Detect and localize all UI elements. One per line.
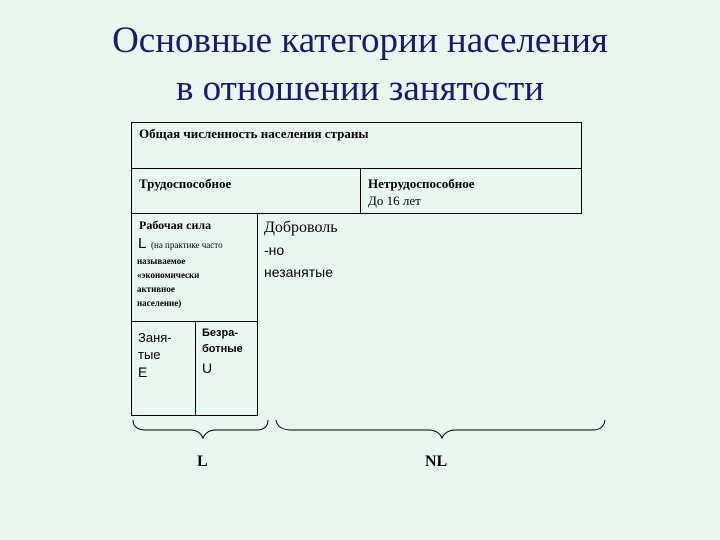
able-bodied-label: Трудоспособное	[139, 176, 232, 191]
brace-left	[133, 420, 268, 438]
total-population-label: Общая численность населения страны	[139, 126, 369, 141]
employed-symbol: E	[138, 364, 148, 380]
brace-right	[276, 420, 605, 438]
unemployed-line2: ботные	[202, 343, 243, 355]
unemployed-symbol: U	[202, 360, 213, 376]
voluntary-unemployed-line1: Доброволь	[264, 219, 338, 236]
employed-line2: тые	[138, 347, 161, 362]
labor-force-symbol: L	[138, 235, 147, 252]
voluntary-unemployed-line3: незанятые	[264, 264, 333, 280]
labor-force-note-1: (на практике часто	[151, 240, 223, 250]
labor-force-note-3: «экономически	[137, 270, 200, 280]
not-able-bodied-note: До 16 лет	[368, 193, 421, 208]
labor-force-note-4: активное	[137, 284, 175, 294]
voluntary-unemployed-line2: -но	[264, 242, 285, 258]
employed-line1: Заня-	[138, 330, 172, 345]
slide-title-line2: в отношении занятости	[175, 68, 545, 109]
brace-label-NL: NL	[425, 453, 448, 470]
labor-force-label: Рабочая сила	[139, 218, 212, 232]
slide-title-line1: Основные категории населения	[112, 20, 608, 61]
unemployed-line1: Безра-	[202, 327, 238, 339]
labor-force-note-5: население)	[137, 298, 182, 308]
labor-force-note-2: называемое	[137, 256, 186, 266]
not-able-bodied-label: Нетрудоспособное	[368, 176, 475, 191]
brace-label-L: L	[197, 453, 208, 470]
